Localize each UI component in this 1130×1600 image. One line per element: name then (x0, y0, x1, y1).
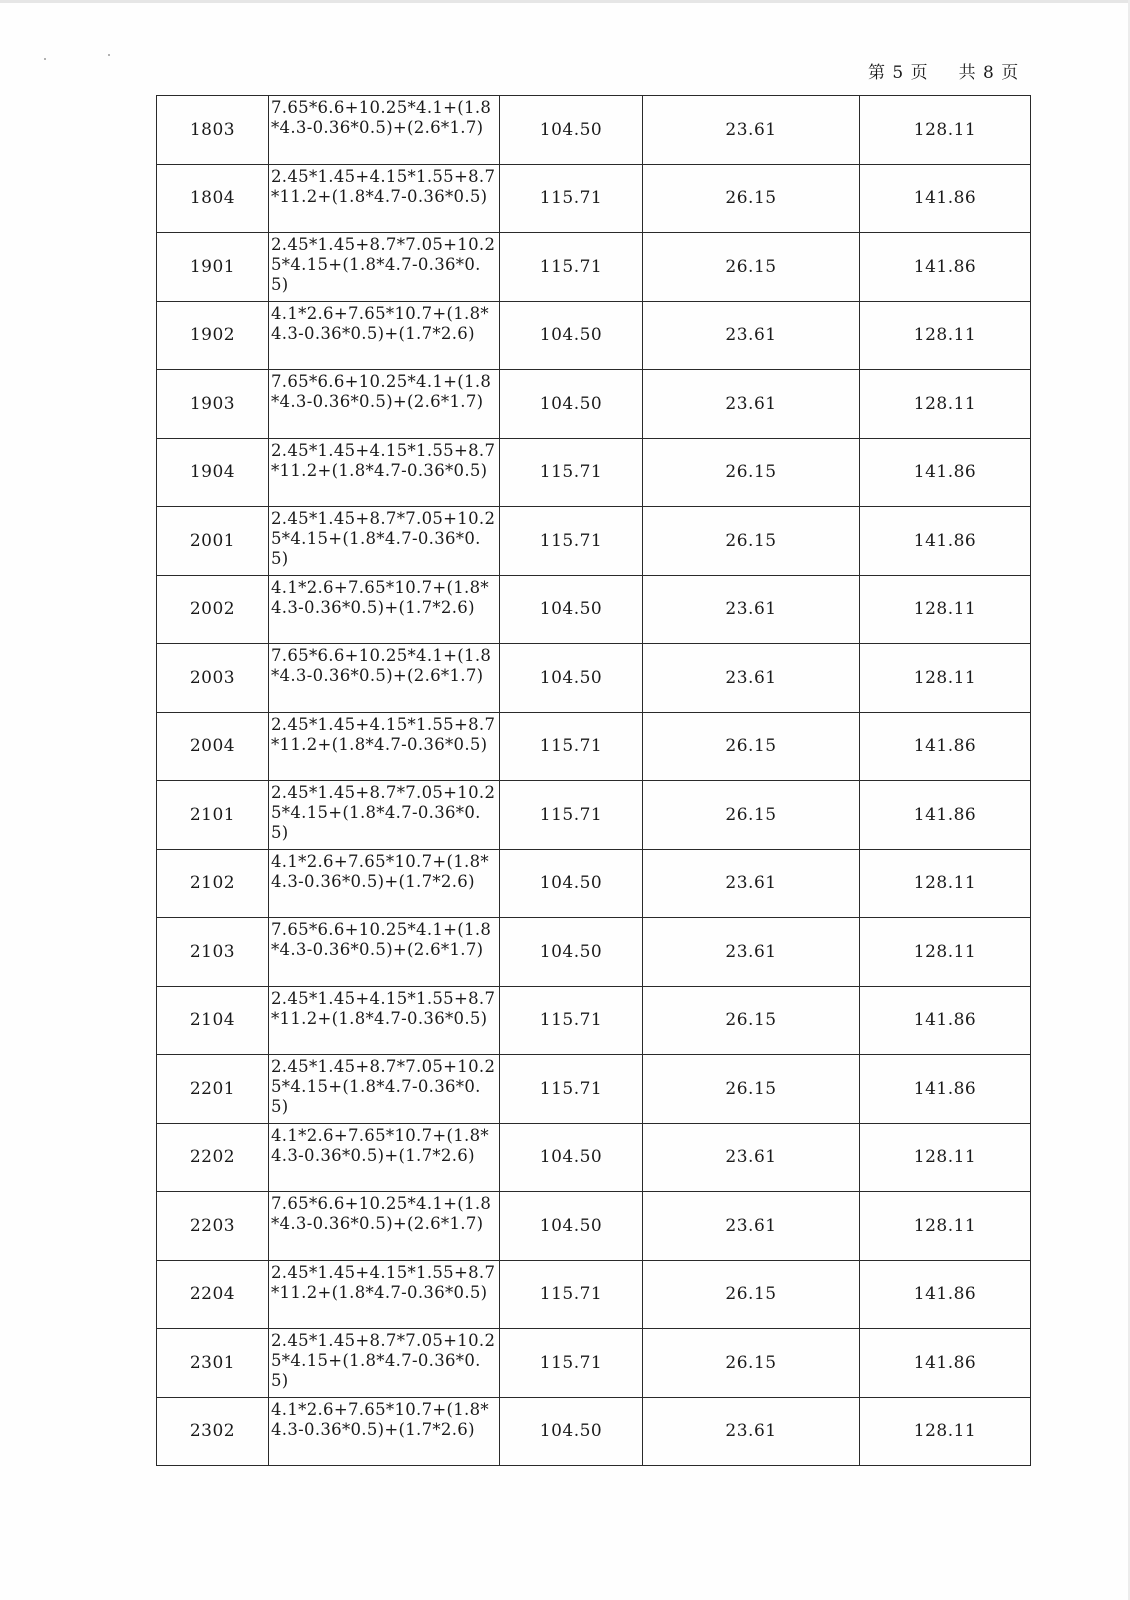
table-row (157, 986, 1031, 1055)
room-number-cell: 2004 (157, 712, 269, 781)
area-value-cell: 115.71 (500, 1329, 643, 1398)
area-value-cell: 115.71 (500, 712, 643, 781)
shared-area-cell: 23.61 (643, 1123, 860, 1192)
area-value-cell: 115.71 (500, 164, 643, 233)
table-row (157, 1260, 1031, 1329)
area-formula-cell: 7.65*6.6+10.25*4.1+(1.8*4.3-0.36*0.5)+(2.6*1.7) (269, 918, 500, 987)
room-number-cell: 1902 (157, 301, 269, 370)
total-area-cell: 128.11 (860, 1123, 1031, 1192)
area-value-cell: 115.71 (500, 1055, 643, 1124)
table-row (157, 644, 1031, 713)
area-value-cell: 104.50 (500, 1123, 643, 1192)
page-number-header (868, 58, 1028, 83)
table-body (157, 96, 1031, 1466)
table-row (157, 1329, 1031, 1398)
area-value-cell: 104.50 (500, 370, 643, 439)
total-area-cell: 141.86 (860, 781, 1031, 850)
room-number-cell: 1903 (157, 370, 269, 439)
table-row (157, 849, 1031, 918)
area-value-cell: 115.71 (500, 438, 643, 507)
shared-area-cell: 23.61 (643, 370, 860, 439)
area-value-cell: 115.71 (500, 781, 643, 850)
room-number-cell: 1803 (157, 96, 269, 165)
room-number-cell: 2103 (157, 918, 269, 987)
room-number-cell: 2102 (157, 849, 269, 918)
room-number-cell: 2201 (157, 1055, 269, 1124)
area-formula-cell: 7.65*6.6+10.25*4.1+(1.8*4.3-0.36*0.5)+(2.6*1.7) (269, 644, 500, 713)
room-number-cell: 2104 (157, 986, 269, 1055)
room-number-cell: 2101 (157, 781, 269, 850)
table-row (157, 301, 1031, 370)
shared-area-cell: 26.15 (643, 781, 860, 850)
area-value-cell: 104.50 (500, 575, 643, 644)
total-area-cell: 141.86 (860, 233, 1031, 302)
room-number-cell: 1804 (157, 164, 269, 233)
total-area-cell: 128.11 (860, 301, 1031, 370)
area-formula-cell: 7.65*6.6+10.25*4.1+(1.8*4.3-0.36*0.5)+(2.6*1.7) (269, 96, 500, 165)
area-formula-cell: 2.45*1.45+8.7*7.05+10.25*4.15+(1.8*4.7-0.36*0.5) (269, 781, 500, 850)
area-value-cell: 104.50 (500, 644, 643, 713)
table-row (157, 575, 1031, 644)
room-number-cell: 2302 (157, 1397, 269, 1466)
area-value-cell: 115.71 (500, 1260, 643, 1329)
room-number-cell: 2001 (157, 507, 269, 576)
area-formula-cell: 7.65*6.6+10.25*4.1+(1.8*4.3-0.36*0.5)+(2.6*1.7) (269, 370, 500, 439)
area-formula-cell: 2.45*1.45+8.7*7.05+10.25*4.15+(1.8*4.7-0.36*0.5) (269, 233, 500, 302)
scan-speck (44, 58, 46, 60)
shared-area-cell: 26.15 (643, 164, 860, 233)
room-number-cell: 2204 (157, 1260, 269, 1329)
area-formula-cell: 2.45*1.45+8.7*7.05+10.25*4.15+(1.8*4.7-0.36*0.5) (269, 1329, 500, 1398)
table-row (157, 233, 1031, 302)
shared-area-cell: 26.15 (643, 986, 860, 1055)
area-value-cell: 115.71 (500, 507, 643, 576)
total-area-cell: 141.86 (860, 1329, 1031, 1398)
page-current: 第 5 页 (868, 63, 929, 83)
page-total: 共 8 页 (958, 63, 1020, 83)
shared-area-cell: 23.61 (643, 849, 860, 918)
table-row (157, 370, 1031, 439)
shared-area-cell: 26.15 (643, 507, 860, 576)
shared-area-cell: 23.61 (643, 644, 860, 713)
total-area-cell: 141.86 (860, 712, 1031, 781)
shared-area-cell: 23.61 (643, 301, 860, 370)
area-formula-cell: 2.45*1.45+4.15*1.55+8.7*11.2+(1.8*4.7-0.36*0.5) (269, 712, 500, 781)
table-row (157, 96, 1031, 165)
area-value-cell: 115.71 (500, 233, 643, 302)
scan-speck (108, 54, 110, 56)
room-number-cell: 2203 (157, 1192, 269, 1261)
table-row (157, 1192, 1031, 1261)
area-formula-cell: 4.1*2.6+7.65*10.7+(1.8*4.3-0.36*0.5)+(1.7*2.6) (269, 1397, 500, 1466)
total-area-cell: 128.11 (860, 918, 1031, 987)
total-area-cell: 141.86 (860, 986, 1031, 1055)
total-area-cell: 128.11 (860, 575, 1031, 644)
area-formula-cell: 4.1*2.6+7.65*10.7+(1.8*4.3-0.36*0.5)+(1.7*2.6) (269, 849, 500, 918)
total-area-cell: 141.86 (860, 438, 1031, 507)
area-value-cell: 104.50 (500, 96, 643, 165)
shared-area-cell: 26.15 (643, 438, 860, 507)
area-formula-cell: 4.1*2.6+7.65*10.7+(1.8*4.3-0.36*0.5)+(1.7*2.6) (269, 575, 500, 644)
area-value-cell: 104.50 (500, 1397, 643, 1466)
area-formula-cell: 2.45*1.45+4.15*1.55+8.7*11.2+(1.8*4.7-0.36*0.5) (269, 438, 500, 507)
area-formula-cell: 2.45*1.45+8.7*7.05+10.25*4.15+(1.8*4.7-0.36*0.5) (269, 507, 500, 576)
room-number-cell: 1901 (157, 233, 269, 302)
shared-area-cell: 23.61 (643, 575, 860, 644)
total-area-cell: 128.11 (860, 644, 1031, 713)
table-row (157, 507, 1031, 576)
table-row (157, 1397, 1031, 1466)
total-area-cell: 141.86 (860, 1055, 1031, 1124)
total-area-cell: 141.86 (860, 1260, 1031, 1329)
shared-area-cell: 26.15 (643, 1055, 860, 1124)
table-row (157, 164, 1031, 233)
shared-area-cell: 26.15 (643, 233, 860, 302)
shared-area-cell: 23.61 (643, 1397, 860, 1466)
area-formula-cell: 2.45*1.45+4.15*1.55+8.7*11.2+(1.8*4.7-0.36*0.5) (269, 164, 500, 233)
area-value-cell: 104.50 (500, 849, 643, 918)
area-formula-cell: 2.45*1.45+4.15*1.55+8.7*11.2+(1.8*4.7-0.36*0.5) (269, 986, 500, 1055)
area-formula-cell: 7.65*6.6+10.25*4.1+(1.8*4.3-0.36*0.5)+(2.6*1.7) (269, 1192, 500, 1261)
total-area-cell: 128.11 (860, 1192, 1031, 1261)
shared-area-cell: 26.15 (643, 712, 860, 781)
shared-area-cell: 23.61 (643, 918, 860, 987)
room-number-cell: 2301 (157, 1329, 269, 1398)
area-formula-cell: 4.1*2.6+7.65*10.7+(1.8*4.3-0.36*0.5)+(1.7*2.6) (269, 1123, 500, 1192)
scan-edge (0, 0, 1130, 3)
total-area-cell: 141.86 (860, 507, 1031, 576)
total-area-cell: 128.11 (860, 370, 1031, 439)
area-formula-cell: 4.1*2.6+7.65*10.7+(1.8*4.3-0.36*0.5)+(1.7*2.6) (269, 301, 500, 370)
area-formula-cell: 2.45*1.45+8.7*7.05+10.25*4.15+(1.8*4.7-0.36*0.5) (269, 1055, 500, 1124)
area-value-cell: 104.50 (500, 1192, 643, 1261)
room-number-cell: 2003 (157, 644, 269, 713)
area-value-cell: 104.50 (500, 301, 643, 370)
area-table (156, 95, 1031, 1466)
room-number-cell: 2202 (157, 1123, 269, 1192)
total-area-cell: 128.11 (860, 96, 1031, 165)
area-value-cell: 115.71 (500, 986, 643, 1055)
area-value-cell: 104.50 (500, 918, 643, 987)
area-formula-cell: 2.45*1.45+4.15*1.55+8.7*11.2+(1.8*4.7-0.36*0.5) (269, 1260, 500, 1329)
room-number-cell: 2002 (157, 575, 269, 644)
total-area-cell: 128.11 (860, 849, 1031, 918)
shared-area-cell: 26.15 (643, 1260, 860, 1329)
total-area-cell: 128.11 (860, 1397, 1031, 1466)
table-row (157, 781, 1031, 850)
shared-area-cell: 23.61 (643, 1192, 860, 1261)
table-row (157, 1123, 1031, 1192)
total-area-cell: 141.86 (860, 164, 1031, 233)
table-row (157, 712, 1031, 781)
table-row (157, 1055, 1031, 1124)
table-row (157, 918, 1031, 987)
table-row (157, 438, 1031, 507)
room-number-cell: 1904 (157, 438, 269, 507)
shared-area-cell: 23.61 (643, 96, 860, 165)
shared-area-cell: 26.15 (643, 1329, 860, 1398)
